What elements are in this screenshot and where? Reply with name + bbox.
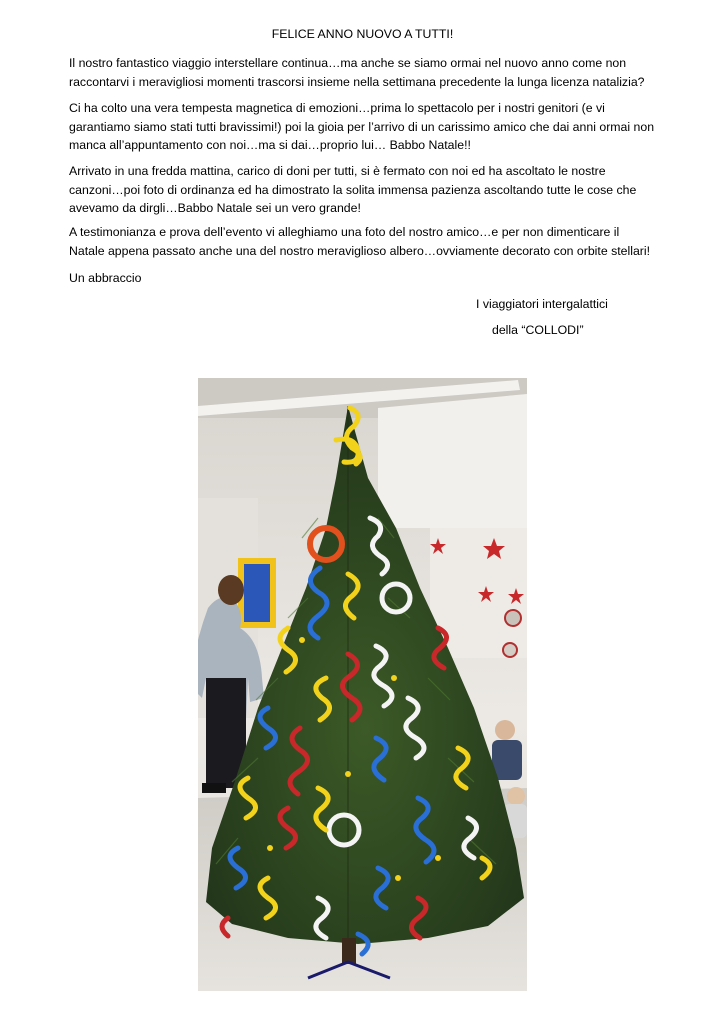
paragraph-3: Arrivato in una fredda mattina, carico di doni per tutti, si è fermato con noi ed ha ascoltato le nostre canzoni…poi foto di ordinanza ed ha dimostrato la solita immensa pazienza ascoltando tutte le cose che avevamo da dirgli…Babbo Natale sei un vero grande!: [69, 164, 637, 215]
page-title: FELICE ANNO NUOVO A TUTTI!: [271, 27, 454, 41]
closing-greeting: Un abbraccio: [69, 271, 142, 285]
paragraph-2: Ci ha colto una vera tempesta magnetica di emozioni…prima lo spettacolo per i nostri genitori (e vi garantiamo siamo stati tutti bravissimi!) poi la gioia per l’arrivo di un carissimo amico che dai anni ormai non manca all’appuntamento con noi…ma si dai…proprio lui… Babbo Natale!!: [69, 101, 655, 152]
paragraph-1: Il nostro fantastico viaggio interstellare continua…ma anche se siamo ormai nel nuovo anno come non raccontarvi i meravigliosi momenti trascorsi insieme nella settimana precedente la lunga licenza natalizia?: [69, 56, 645, 89]
signature-line-1: I viaggiatori intergalattici: [476, 297, 608, 311]
signature-line-2: della “COLLODI”: [492, 323, 584, 337]
paragraph-4: A testimonianza e prova dell’evento vi alleghiamo una foto del nostro amico…e per non dimenticare il Natale appena passato anche una del nostro meraviglioso albero…ovviamente decorato con orbite stellari!: [69, 225, 651, 258]
christmas-tree-photo: [198, 378, 527, 991]
